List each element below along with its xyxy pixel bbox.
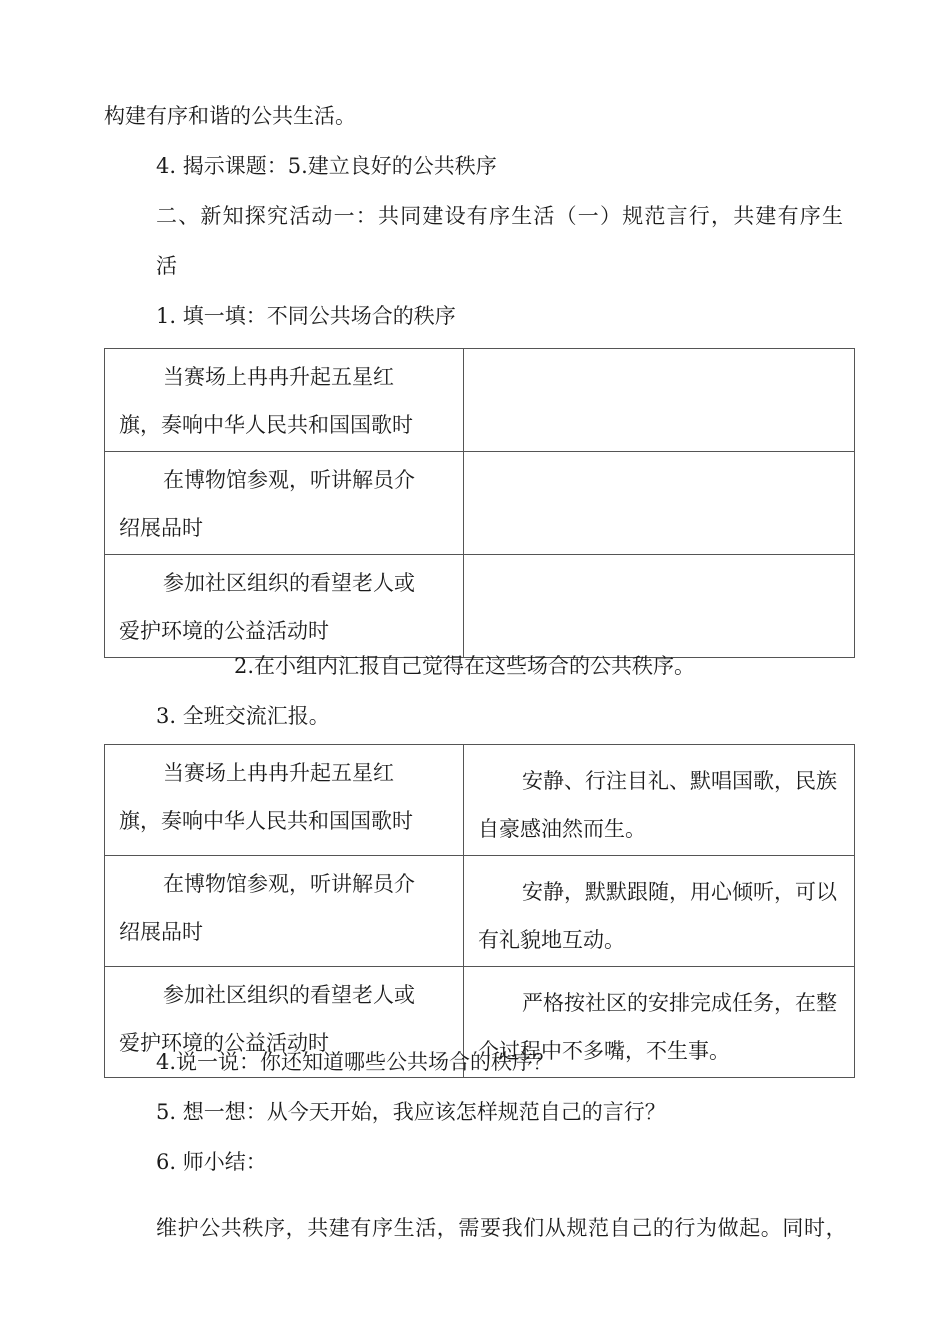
step-2-heading: 2.在小组内汇报自己觉得在这些场合的公共秩序。 [234,654,696,678]
table-row [105,452,855,555]
step-3-heading: 3. 全班交流汇报。 [156,704,330,728]
scene-cell: 在博物馆参观，听讲解员介 绍展品时 [105,452,464,555]
step-4-heading: 4. 揭示课题：5.建立良好的公共秩序 [156,154,497,178]
scene-cell: 参加社区组织的看望老人或 爱护环境的公益活动时 [105,555,464,658]
step-6-heading: 6. 师小结： [156,1150,267,1174]
table-row [105,555,855,658]
paragraph-line: 构建有序和谐的公共生活。 [104,104,356,128]
section-heading: 二、新知探究活动一：共同建设有序生活（一）规范言行，共建有序生 [156,204,845,228]
report-table [104,744,855,1078]
answer-cell: 安静，默默跟随，用心倾听，可以 有礼貌地互动。 [464,856,855,967]
step-5-prompt: 5. 想一想：从今天开始，我应该怎样规范自己的言行？ [156,1100,666,1124]
table-row [105,856,855,967]
step-4-prompt: 4.说一说：你还知道哪些公共场合的秩序？ [156,1050,555,1074]
fill-in-table [104,348,855,658]
answer-cell: 严格按社区的安排完成任务，在整 个过程中不多嘴，不生事。 [464,967,855,1078]
answer-cell: 安静、行注目礼、默唱国歌，民族 自豪感油然而生。 [464,745,855,856]
scene-cell: 参加社区组织的看望老人或 爱护环境的公益活动时 [105,967,464,1078]
scene-cell: 在博物馆参观，听讲解员介 绍展品时 [105,856,464,967]
scene-cell: 当赛场上冉冉升起五星红 旗，奏响中华人民共和国国歌时 [105,349,464,452]
answer-cell [464,555,855,658]
table-row [105,745,855,856]
section-heading-cont: 活 [156,254,177,278]
scene-cell: 当赛场上冉冉升起五星红 旗，奏响中华人民共和国国歌时 [105,745,464,856]
answer-cell [464,349,855,452]
table-row [105,349,855,452]
step-1-heading: 1. 填一填：不同公共场合的秩序 [156,304,456,328]
answer-cell [464,452,855,555]
summary-paragraph: 维护公共秩序，共建有序生活，需要我们从规范自己的行为做起。同时， [156,1216,848,1240]
